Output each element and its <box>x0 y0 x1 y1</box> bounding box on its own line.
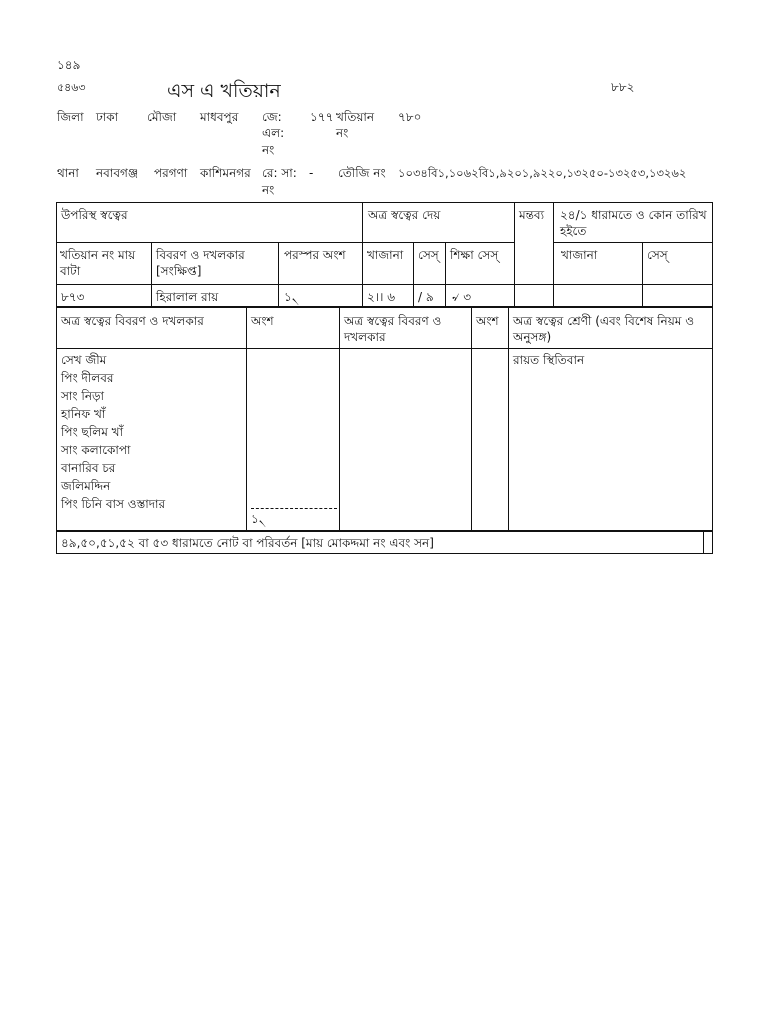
thana-value: নবাবগঞ্জ <box>96 166 139 180</box>
owner-line: বানারিব চর <box>61 461 116 475</box>
row-khatian-no: ৮৭৩ <box>61 290 85 304</box>
re-sa-label-1: রে: সা: <box>262 166 297 180</box>
page-title: এস এ খতিয়ান <box>167 80 281 102</box>
touzi-value: ১০৩৪বি১,১০৬২বি১,৯২০১,৯২২০,১৩২৫০-১৩২৫৩,১৩২৬২ <box>398 166 687 180</box>
row-cess: / ৯ <box>418 290 434 304</box>
owner-line: সেখ জীম <box>61 353 107 367</box>
header-rent-2: খাজানা <box>561 248 598 262</box>
header-rent: খাজানা <box>367 248 404 262</box>
header-cess: সেস্ <box>418 248 439 262</box>
serial-number: ৫৪৬৩ <box>57 81 86 94</box>
thana-label: থানা <box>57 166 79 180</box>
jl-label-3: নং <box>262 143 275 157</box>
jl-label-1: জে: <box>262 110 282 124</box>
touzi-label: তৌজি নং <box>338 166 386 180</box>
header-upper-rights: উপরিস্থ স্বত্বের <box>61 208 128 222</box>
owner-line: সাং নিড়া <box>61 389 105 403</box>
share-total-line <box>251 508 337 509</box>
footer-note-col <box>703 532 704 553</box>
khatian-label-2: নং <box>336 126 349 140</box>
row-rent: ২।। ৬ <box>367 290 396 304</box>
table2-col-4 <box>508 308 509 530</box>
header-holder-share-2: অংশ <box>476 314 499 328</box>
header-section-24-1: ২৪/১ ধারামতে ও কোন তারিখ হইতে <box>560 208 707 238</box>
owner-line: সাং কলাকোপা <box>61 443 131 457</box>
district-value: ঢাকা <box>96 110 119 124</box>
re-sa-label-2: নং <box>262 183 275 197</box>
table1-divider-2 <box>553 242 712 243</box>
header-dues: অত্র স্বত্বের দেয় <box>368 208 441 222</box>
header-description: বিবরণ ও দখলকার [সংক্ষিপ্ত] <box>156 248 245 278</box>
table1-col-7 <box>553 203 554 306</box>
district-label: জিলা <box>57 110 84 124</box>
row-share: ১৲ <box>284 290 300 304</box>
header-mutual-share: পরস্পর অংশ <box>284 248 346 262</box>
table1-col-5 <box>445 242 446 306</box>
header-cess-2: সেস্ <box>647 248 668 262</box>
header-holder-description: অত্র স্বত্বের বিবরণ ও দখলকার <box>61 314 204 328</box>
header-khatian-no: খতিয়ান নং মায় বাটা <box>60 248 136 278</box>
table1-col-3 <box>362 203 363 306</box>
re-sa-value: - <box>309 166 314 180</box>
owner-line: পিং দীলবর <box>61 371 114 385</box>
page-number: ১৪৯ <box>57 58 81 72</box>
owner-line: পিং ছলিম খাঁ <box>61 425 124 439</box>
table1-col-6 <box>514 203 515 306</box>
khatian-number: ৭৮০ <box>398 110 422 124</box>
table2-col-3 <box>471 308 472 530</box>
table1-col-1 <box>151 242 152 306</box>
table2-header-divider <box>56 348 712 349</box>
share-total: ১৲ <box>251 512 267 526</box>
owner-line: পিং চিনি বাস ওস্তাদার <box>61 497 166 511</box>
right-number: ৮৮২ <box>611 80 635 94</box>
owner-line: হানিফ খাঁ <box>61 407 106 421</box>
header-education-cess: শিক্ষা সেস্ <box>450 248 499 262</box>
owner-line: জলিমদ্দিন <box>61 479 111 493</box>
class-value: রায়ত স্থিতিবান <box>513 353 585 367</box>
header-holder-share: অংশ <box>251 314 274 328</box>
header-remarks: মন্তব্য <box>519 208 545 222</box>
jl-label-2: এল: <box>262 126 285 140</box>
pargana-value: কাশিমনগর <box>200 166 251 180</box>
table1-col-4 <box>413 242 414 306</box>
table1-col-8 <box>642 242 643 306</box>
row-education-cess: ৵ ৩ <box>452 290 472 304</box>
table2-col-2 <box>339 308 340 530</box>
pargana-label: পরগণা <box>154 166 188 180</box>
table1-divider-3 <box>56 284 712 285</box>
mouza-label: মৌজা <box>147 110 177 124</box>
khatian-label-1: খতিয়ান <box>336 110 375 124</box>
footer-note: ৪৯,৫০,৫১,৫২ বা ৫৩ ধারামতে নোট বা পরিবর্তন [মায় মোকদ্দমা নং এবং সন] <box>61 536 434 550</box>
table2-col-1 <box>246 308 247 530</box>
owners-list <box>61 351 165 513</box>
jl-number: ১৭৭ <box>310 110 334 124</box>
table1-col-2 <box>278 242 279 306</box>
header-class: অত্র স্বত্বের শ্রেণী (এবং বিশেষ নিয়ম ও অনুসঙ্গ) <box>513 314 695 344</box>
mouza-value: মাধবপুর <box>200 110 239 124</box>
row-owner-name: হিরালাল রায় <box>156 290 219 304</box>
header-holder-description-2: অত্র স্বত্বের বিবরণ ও দখলকার <box>344 314 442 344</box>
